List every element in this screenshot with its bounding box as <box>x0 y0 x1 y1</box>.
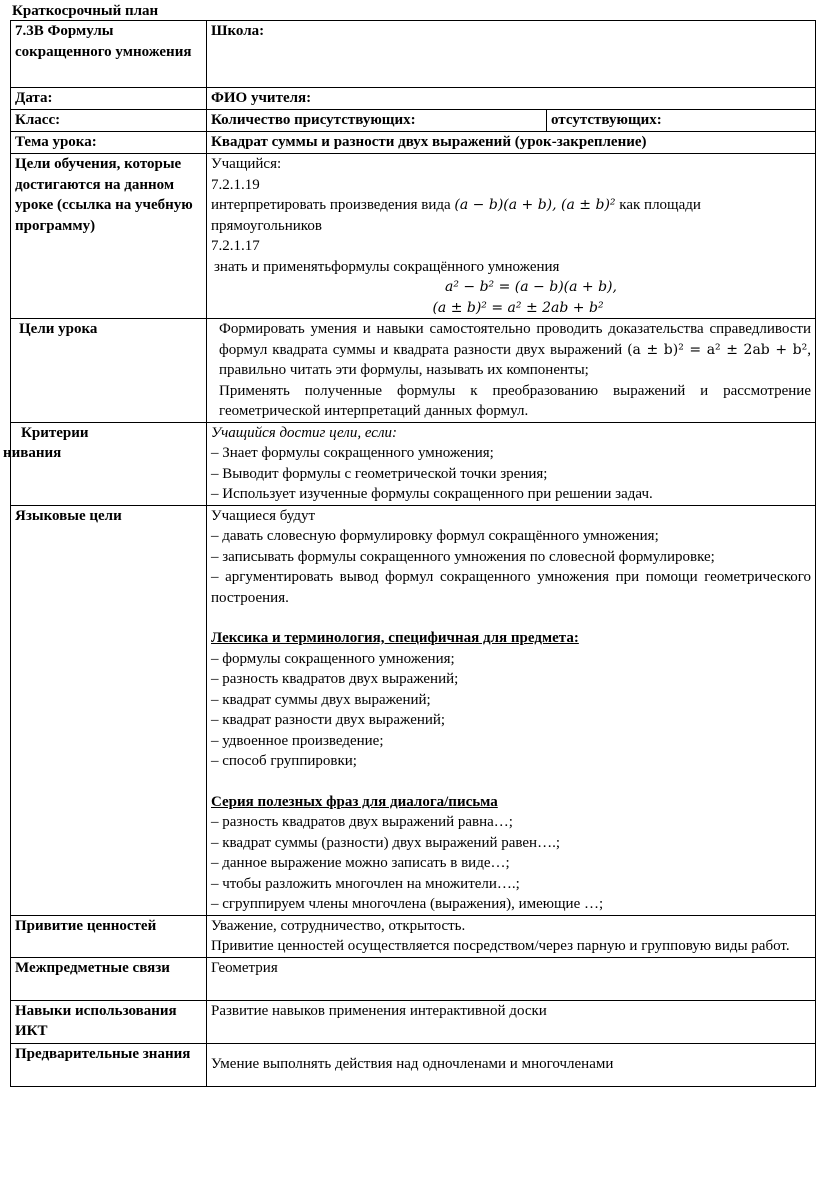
interdisciplinary-row <box>11 957 816 1000</box>
criteria-content <box>207 422 816 505</box>
phrase-item: – квадрат суммы (разности) двух выражений равен….; <box>211 834 561 851</box>
criteria-label-line-1: Критерии <box>21 424 89 441</box>
criteria-label-line-2: нивания <box>3 445 62 461</box>
lesson-goals-content <box>207 319 816 423</box>
topic-value: Квадрат суммы и разности двух выражений (урок-закрепление) <box>207 132 816 154</box>
values-line-2: Привитие ценностей осуществляется посредством/через парную и групповую виды работ. <box>211 938 790 954</box>
criteria-row <box>11 422 816 505</box>
phrase-item: – сгруппируем члены многочлена (выражения), имеющие …; <box>211 896 604 912</box>
phrase-item: – чтобы разложить многочлен на множители….; <box>211 875 520 892</box>
language-intro: Учащиеся будут <box>211 507 316 524</box>
class-row <box>11 110 816 132</box>
prior-knowledge-label: Предварительные знания <box>11 1043 207 1086</box>
formula-product: (a − b)(a + b), (a ± b)² <box>454 197 616 213</box>
phrase-item: – данное выражение можно записать в виде…; <box>211 855 510 871</box>
prior-knowledge-value: Умение выполнять действия над одночленами и многочленами <box>207 1043 816 1086</box>
formula-square-identity: (a ± b)² = a² ± 2ab + b² <box>627 341 808 358</box>
interdisciplinary-value: Геометрия <box>207 957 816 1000</box>
class-label: Класс: <box>11 110 207 132</box>
document-title: Краткосрочный план <box>12 3 159 19</box>
topic-row <box>11 132 816 154</box>
goal-code-2: 7.2.1.17 <box>211 238 260 254</box>
vocabulary-item: – квадрат суммы двух выражений; <box>211 691 431 708</box>
vocabulary-item: – квадрат разности двух выражений; <box>211 712 446 728</box>
topic-label: Тема урока: <box>11 132 207 154</box>
lesson-goals-label: Цели урока <box>11 319 207 423</box>
unit-row <box>11 21 816 88</box>
values-line-1: Уважение, сотрудничество, открытость. <box>211 917 466 934</box>
formula-difference-of-squares: a² − b² = (a − b)(a + b), <box>445 279 617 295</box>
ict-value: Развитие навыков применения интерактивной доски <box>207 1000 816 1043</box>
learning-goals-content <box>207 154 816 319</box>
spacer <box>211 772 811 792</box>
learning-goals-label: Цели обучения, которые достигаются на данном уроке (ссылка на учебную программу) <box>11 154 207 319</box>
teacher-label: ФИО учителя: <box>207 88 816 110</box>
goal-code-1: 7.2.1.19 <box>211 176 260 193</box>
criteria-intro: Учащийся достиг цели, если: <box>211 424 397 441</box>
language-item: – давать словесную формулировку формул сокращённого умножения; <box>211 528 659 544</box>
criteria-item: – Использует изученные формулы сокращенного при решении задач. <box>211 486 653 502</box>
values-row <box>11 915 816 957</box>
unit-cell: 7.3В Формулы сокращенного умножения <box>11 21 207 88</box>
student-label: Учащийся: <box>211 156 282 172</box>
formula-square-of-sum: (a ± b)² = a² ± 2ab + b² <box>432 299 604 316</box>
goal-text-1-suffix: как площади прямоугольников <box>211 197 701 234</box>
language-goals-label: Языковые цели <box>11 505 207 915</box>
school-cell: Школа: <box>207 21 816 88</box>
phrase-item: – разность квадратов двух выражений равна…; <box>211 814 513 830</box>
learning-goals-row <box>11 154 816 319</box>
language-item: – записывать формулы сокращенного умножения по словесной формулировке; <box>211 548 715 565</box>
goal-text-2: знать и применятьформулы сокращённого умножения <box>214 258 560 275</box>
lesson-goals-row <box>11 319 816 423</box>
prior-knowledge-row <box>11 1043 816 1086</box>
lesson-plan-table <box>3 20 816 1087</box>
present-label: Количество присутствующих: <box>207 110 547 132</box>
criteria-item: – Знает формулы сокращенного умножения; <box>211 445 494 461</box>
interdisciplinary-label: Межпредметные связи <box>11 957 207 1000</box>
goal-text-1-prefix: интерпретировать произведения вида <box>211 197 455 213</box>
values-label: Привитие ценностей <box>11 915 207 957</box>
criteria-label <box>3 422 207 505</box>
language-goals-content <box>207 505 816 915</box>
absent-label: отсутствующих: <box>547 110 816 132</box>
phrases-heading: Серия полезных фраз для диалога/письма <box>211 793 498 810</box>
vocabulary-item: – формулы сокращенного умножения; <box>211 650 455 667</box>
vocabulary-item: – разность квадратов двух выражений; <box>211 671 459 687</box>
values-content <box>207 915 816 957</box>
lesson-goals-paragraph-1: Формировать умения и навыки самостоятельно проводить доказательства справедливости формул квадрата суммы и квадрата разности двух выражений (a ± b)² = a² ± 2ab + b², правильно читать эти формулы, называть их компоненты; <box>219 321 811 378</box>
ict-label: Навыки использования ИКТ <box>11 1000 207 1043</box>
language-goals-row <box>11 505 816 915</box>
vocabulary-item: – способ группировки; <box>211 753 357 769</box>
ict-row <box>11 1000 816 1043</box>
criteria-item: – Выводит формулы с геометрической точки зрения; <box>211 465 548 482</box>
vocabulary-heading: Лексика и терминология, специфичная для предмета: <box>211 630 579 646</box>
language-item: – аргументировать вывод формул сокращенного умножения при помощи геометрического построения. <box>211 569 811 606</box>
spacer <box>211 608 811 628</box>
goal-text-1 <box>211 195 811 236</box>
date-label: Дата: <box>11 88 207 110</box>
vocabulary-item: – удвоенное произведение; <box>211 732 384 749</box>
lesson-goals-paragraph-2: Применять полученные формулы к преобразованию выражений и рассмотрение геометрической интерпретаций данных формул. <box>219 382 811 419</box>
date-row <box>11 88 816 110</box>
